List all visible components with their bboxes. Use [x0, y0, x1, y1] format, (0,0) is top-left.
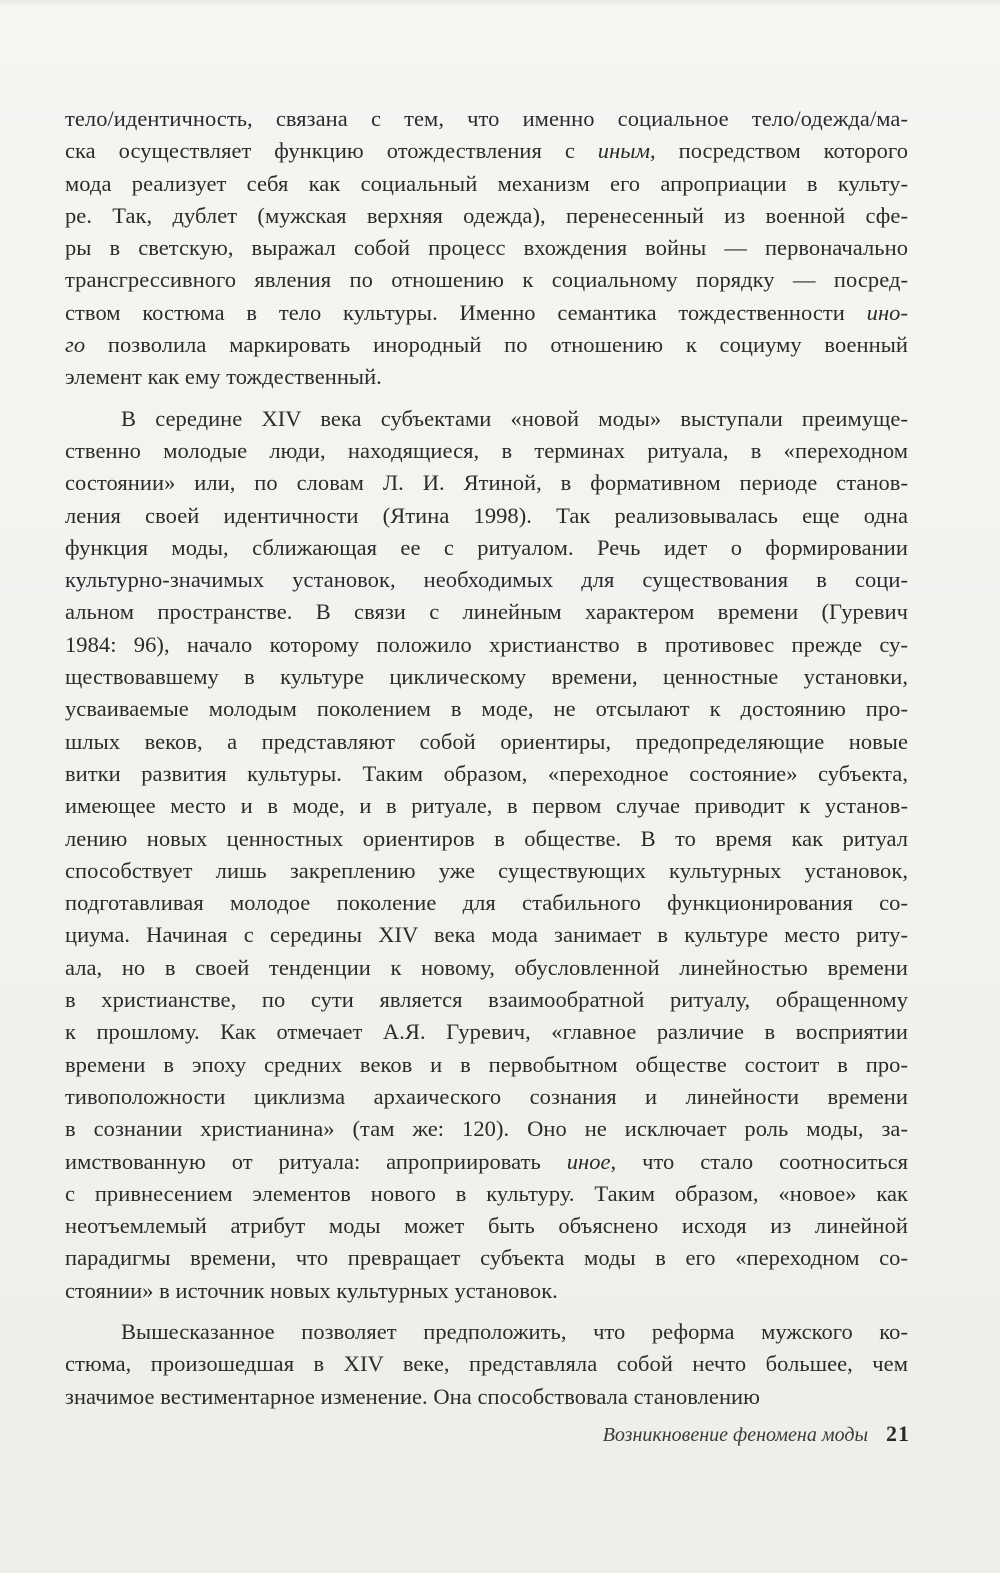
page-number: 21: [886, 1421, 910, 1446]
text-segment: ством костюма в тело культуры. Именно семантика тождественности: [65, 299, 867, 325]
text-segment: имствованную от ритуала: апроприировать: [65, 1148, 567, 1174]
italic-segment: иным: [597, 138, 651, 164]
paragraph-gap: [65, 1307, 908, 1316]
text-line: [65, 135, 908, 167]
paragraph: [65, 403, 908, 1307]
text-segment: , посредством которого: [650, 138, 908, 164]
running-title: Возникновение феномена моды: [602, 1424, 868, 1446]
text-line: [65, 1049, 908, 1081]
text-segment: в христианстве, по сути является взаимообратной ритуалу, обращенному: [65, 987, 908, 1013]
text-line: [65, 1242, 908, 1274]
text-line: [65, 232, 908, 264]
text-segment: стюма, произошедшая в XIV веке, представляла собой нечто большее, чем: [65, 1351, 908, 1377]
text-segment: с привнесением элементов нового в культуру. Таким образом, «новое» как: [65, 1180, 908, 1206]
text-line: [65, 855, 908, 887]
text-line: [65, 790, 908, 822]
text-line: [65, 758, 908, 790]
text-segment: времени в эпоху средних веков и в первобытном обществе состоит в про-: [65, 1051, 908, 1077]
text-line: [65, 264, 908, 296]
text-line: [65, 887, 908, 919]
text-segment: лению новых ценностных ориентиров в обществе. В то время как ритуал: [65, 825, 908, 851]
text-segment: витки развития культуры. Таким образом, «переходное состояние» субъекта,: [65, 760, 908, 786]
text-line: [65, 168, 908, 200]
text-segment: способствует лишь закреплению уже существующих культурных установок,: [65, 857, 908, 883]
text-segment: ственно молодые люди, находящиеся, в терминах ритуала, в «переходном: [65, 437, 908, 463]
page-footer: [560, 1421, 910, 1451]
text-segment: культурно-значимых установок, необходимых для существования в соци-: [65, 567, 908, 593]
text-line: [65, 1210, 908, 1242]
text-segment: ре. Так, дублет (мужская верхняя одежда), перенесенный из военной сфе-: [65, 202, 908, 228]
text-line: [65, 1178, 908, 1210]
text-line: [65, 361, 908, 393]
text-line: [65, 726, 908, 758]
text-line: [65, 661, 908, 693]
text-segment: трансгрессивного явления по отношению к социальному порядку — посред-: [65, 267, 908, 293]
text-segment: подготавливая молодое поколение для стабильного функционирования со-: [65, 890, 908, 916]
text-segment: к прошлому. Как отмечает А.Я. Гуревич, «главное различие в восприятии: [65, 1019, 908, 1045]
text-segment: мода реализует себя как социальный механизм его апроприации в культу-: [65, 170, 908, 196]
italic-segment: го: [65, 332, 86, 358]
text-line: [65, 693, 908, 725]
text-line: [65, 1381, 908, 1413]
text-line: [65, 1316, 908, 1348]
body-text: [65, 103, 908, 1413]
text-segment: циума. Начиная с середины XIV века мода занимает в культуре место риту-: [65, 922, 908, 948]
text-line: [65, 200, 908, 232]
text-line: [65, 564, 908, 596]
text-segment: в сознании христианина» (там же: 120). Оно не исключает роль моды, за-: [65, 1116, 908, 1142]
text-line: [65, 500, 908, 532]
text-line: [65, 1016, 908, 1048]
text-segment: ществовавшему в культуре циклическому времени, ценностные установки,: [65, 664, 908, 690]
text-segment: 1984: 96), начало которому положило христианство в противовес прежде су-: [65, 631, 908, 657]
text-segment: Вышесказанное позволяет предположить, что реформа мужского ко-: [121, 1318, 908, 1344]
text-segment: тело/идентичность, связана с тем, что именно социальное тело/одежда/ма-: [65, 106, 908, 131]
text-line: [65, 984, 908, 1016]
text-segment: имеющее место и в моде, и в ритуале, в первом случае приводит к установ-: [65, 793, 908, 819]
text-line: [65, 435, 908, 467]
text-line: [65, 297, 908, 329]
paragraph: [65, 1316, 908, 1413]
text-segment: ления своей идентичности (Ятина 1998). Так реализовывалась еще одна: [65, 502, 908, 528]
page-edge-shadow: [0, 0, 1000, 6]
text-line: [65, 403, 908, 435]
text-line: [65, 1113, 908, 1145]
text-segment: шлых веков, а представляют собой ориентиры, предопределяющие новые: [65, 728, 908, 754]
text-segment: тивоположности циклизма архаического сознания и линейности времени: [65, 1083, 908, 1109]
text-segment: функция моды, сближающая ее с ритуалом. Речь идет о формировании: [65, 534, 908, 560]
text-segment: ала, но в своей тенденции к новому, обусловленной линейностью времени: [65, 954, 908, 980]
text-segment: состоянии» или, по словам Л. И. Ятиной, в формативном периоде станов-: [65, 470, 908, 496]
paragraph: [65, 103, 908, 394]
text-segment: стоянии» в источник новых культурных установок.: [65, 1277, 558, 1303]
text-line: [65, 103, 908, 135]
text-segment: неотъемлемый атрибут моды может быть объяснено исходя из линейной: [65, 1213, 908, 1239]
text-segment: усваиваемые молодым поколением в моде, не отсылают к достоянию про-: [65, 696, 908, 722]
text-line: [65, 329, 908, 361]
paragraph-gap: [65, 394, 908, 403]
text-segment: значимое вестиментарное изменение. Она способствовала становлению: [65, 1383, 760, 1409]
text-segment: ска осуществляет функцию отождествления с: [65, 138, 598, 164]
text-line: [65, 1146, 908, 1178]
text-line: [65, 467, 908, 499]
italic-segment: ино-: [866, 299, 908, 325]
text-segment: ры в светскую, выражал собой процесс вхождения войны — первоначально: [65, 235, 908, 261]
text-line: [65, 596, 908, 628]
text-segment: элемент как ему тождественный.: [65, 364, 382, 390]
text-segment: парадигмы времени, что превращает субъекта моды в его «переходном со-: [65, 1245, 908, 1271]
text-line: [65, 823, 908, 855]
text-segment: позволила маркировать инородный по отношению к социуму военный: [85, 332, 908, 358]
text-segment: альном пространстве. В связи с линейным характером времени (Гуревич: [65, 599, 908, 625]
text-line: [65, 1348, 908, 1380]
text-line: [65, 1275, 908, 1307]
text-line: [65, 629, 908, 661]
text-line: [65, 1081, 908, 1113]
text-line: [65, 532, 908, 564]
text-segment: , что стало соотноситься: [610, 1148, 909, 1174]
text-line: [65, 919, 908, 951]
italic-segment: иное: [566, 1148, 611, 1174]
text-segment: В середине XIV века субъектами «новой моды» выступали преимуще-: [121, 405, 908, 431]
text-line: [65, 952, 908, 984]
